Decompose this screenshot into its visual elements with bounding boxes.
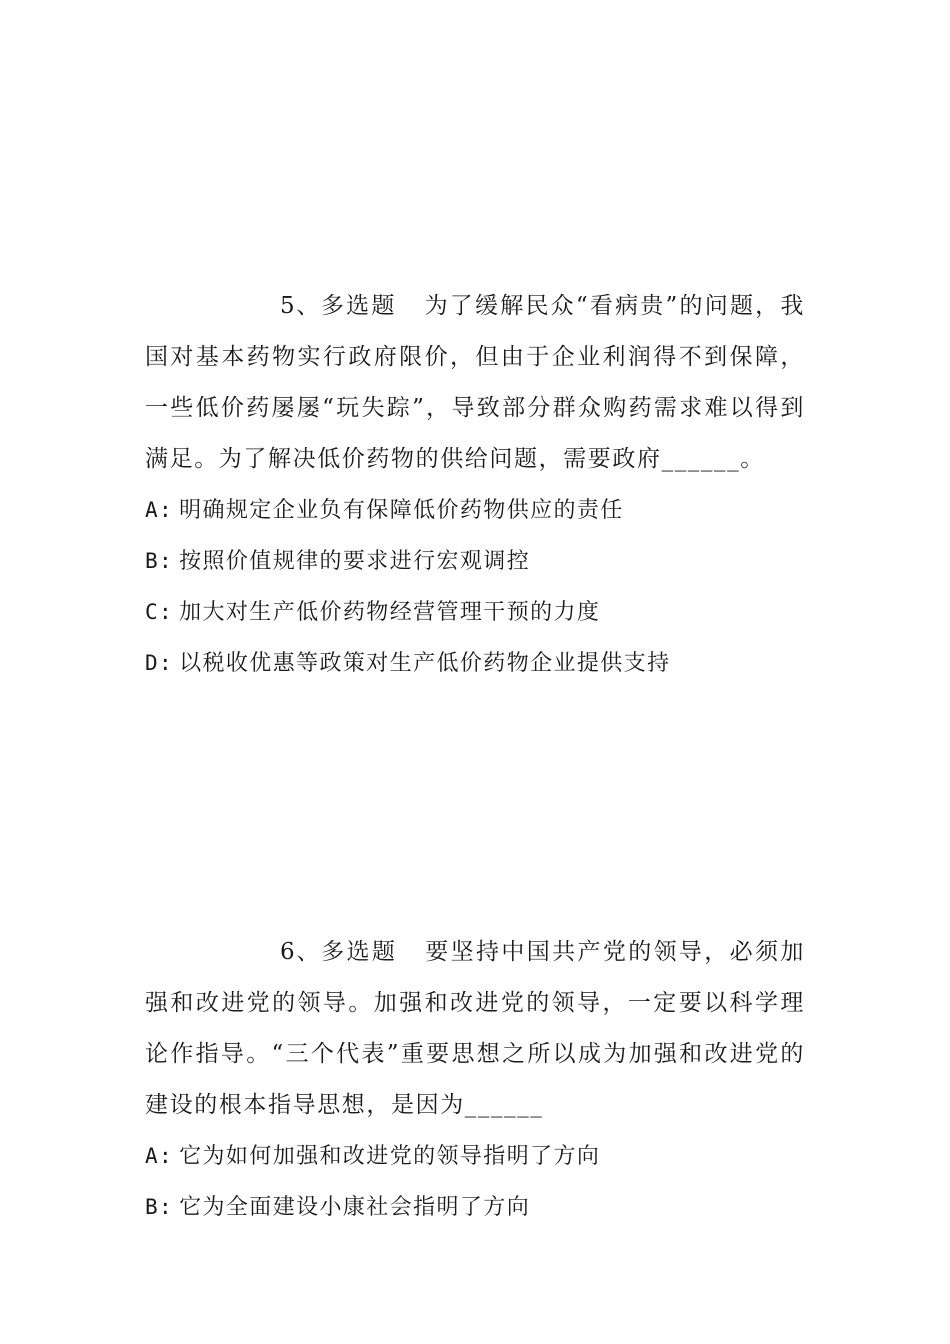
- question-number: 5、: [280, 293, 321, 319]
- option-key: A:: [145, 498, 174, 522]
- option-key: B:: [145, 549, 174, 573]
- option-text: 它为全面建设小康社会指明了方向: [179, 1195, 531, 1220]
- question-text: 为了缓解民众“看病贵”的问题，我国对基本药物实行政府限价，但由于企业利润得不到保障，一些低价药屡屡“玩失踪”，导致部分群众购药需求难以得到满足。为了解决低价药物的供给问题，需要政府______。: [145, 293, 805, 472]
- option-key: C:: [145, 600, 174, 624]
- option-text: 以税收优惠等政策对生产低价药物企业提供支持: [179, 651, 671, 676]
- option-c: [145, 587, 805, 638]
- question-number: 6、: [280, 939, 322, 965]
- option-a: [145, 485, 805, 536]
- option-key: D:: [145, 651, 174, 675]
- option-text: 按照价值规律的要求进行宏观调控: [179, 549, 531, 574]
- question-6: [145, 927, 805, 1233]
- option-list: [145, 485, 805, 689]
- option-text: 加大对生产低价药物经营管理干预的力度: [179, 600, 601, 625]
- option-key: A:: [145, 1144, 174, 1168]
- option-text: 它为如何加强和改进党的领导指明了方向: [179, 1144, 601, 1169]
- option-b: [145, 1182, 805, 1233]
- question-stem: [145, 927, 805, 1131]
- question-type: 多选题: [320, 293, 397, 319]
- option-list: [145, 1131, 805, 1233]
- question-type: 多选题: [321, 939, 398, 965]
- option-d: [145, 638, 805, 689]
- question-stem: [145, 281, 805, 485]
- option-text: 明确规定企业负有保障低价药物供应的责任: [179, 498, 624, 523]
- option-key: B:: [145, 1195, 174, 1219]
- option-a: [145, 1131, 805, 1182]
- option-b: [145, 536, 805, 587]
- question-text: 要坚持中国共产党的领导，必须加强和改进党的领导。加强和改进党的领导，一定要以科学理论作指导。“三个代表”重要思想之所以成为加强和改进党的建设的根本指导思想，是因为______: [145, 939, 805, 1118]
- question-5: [145, 281, 805, 689]
